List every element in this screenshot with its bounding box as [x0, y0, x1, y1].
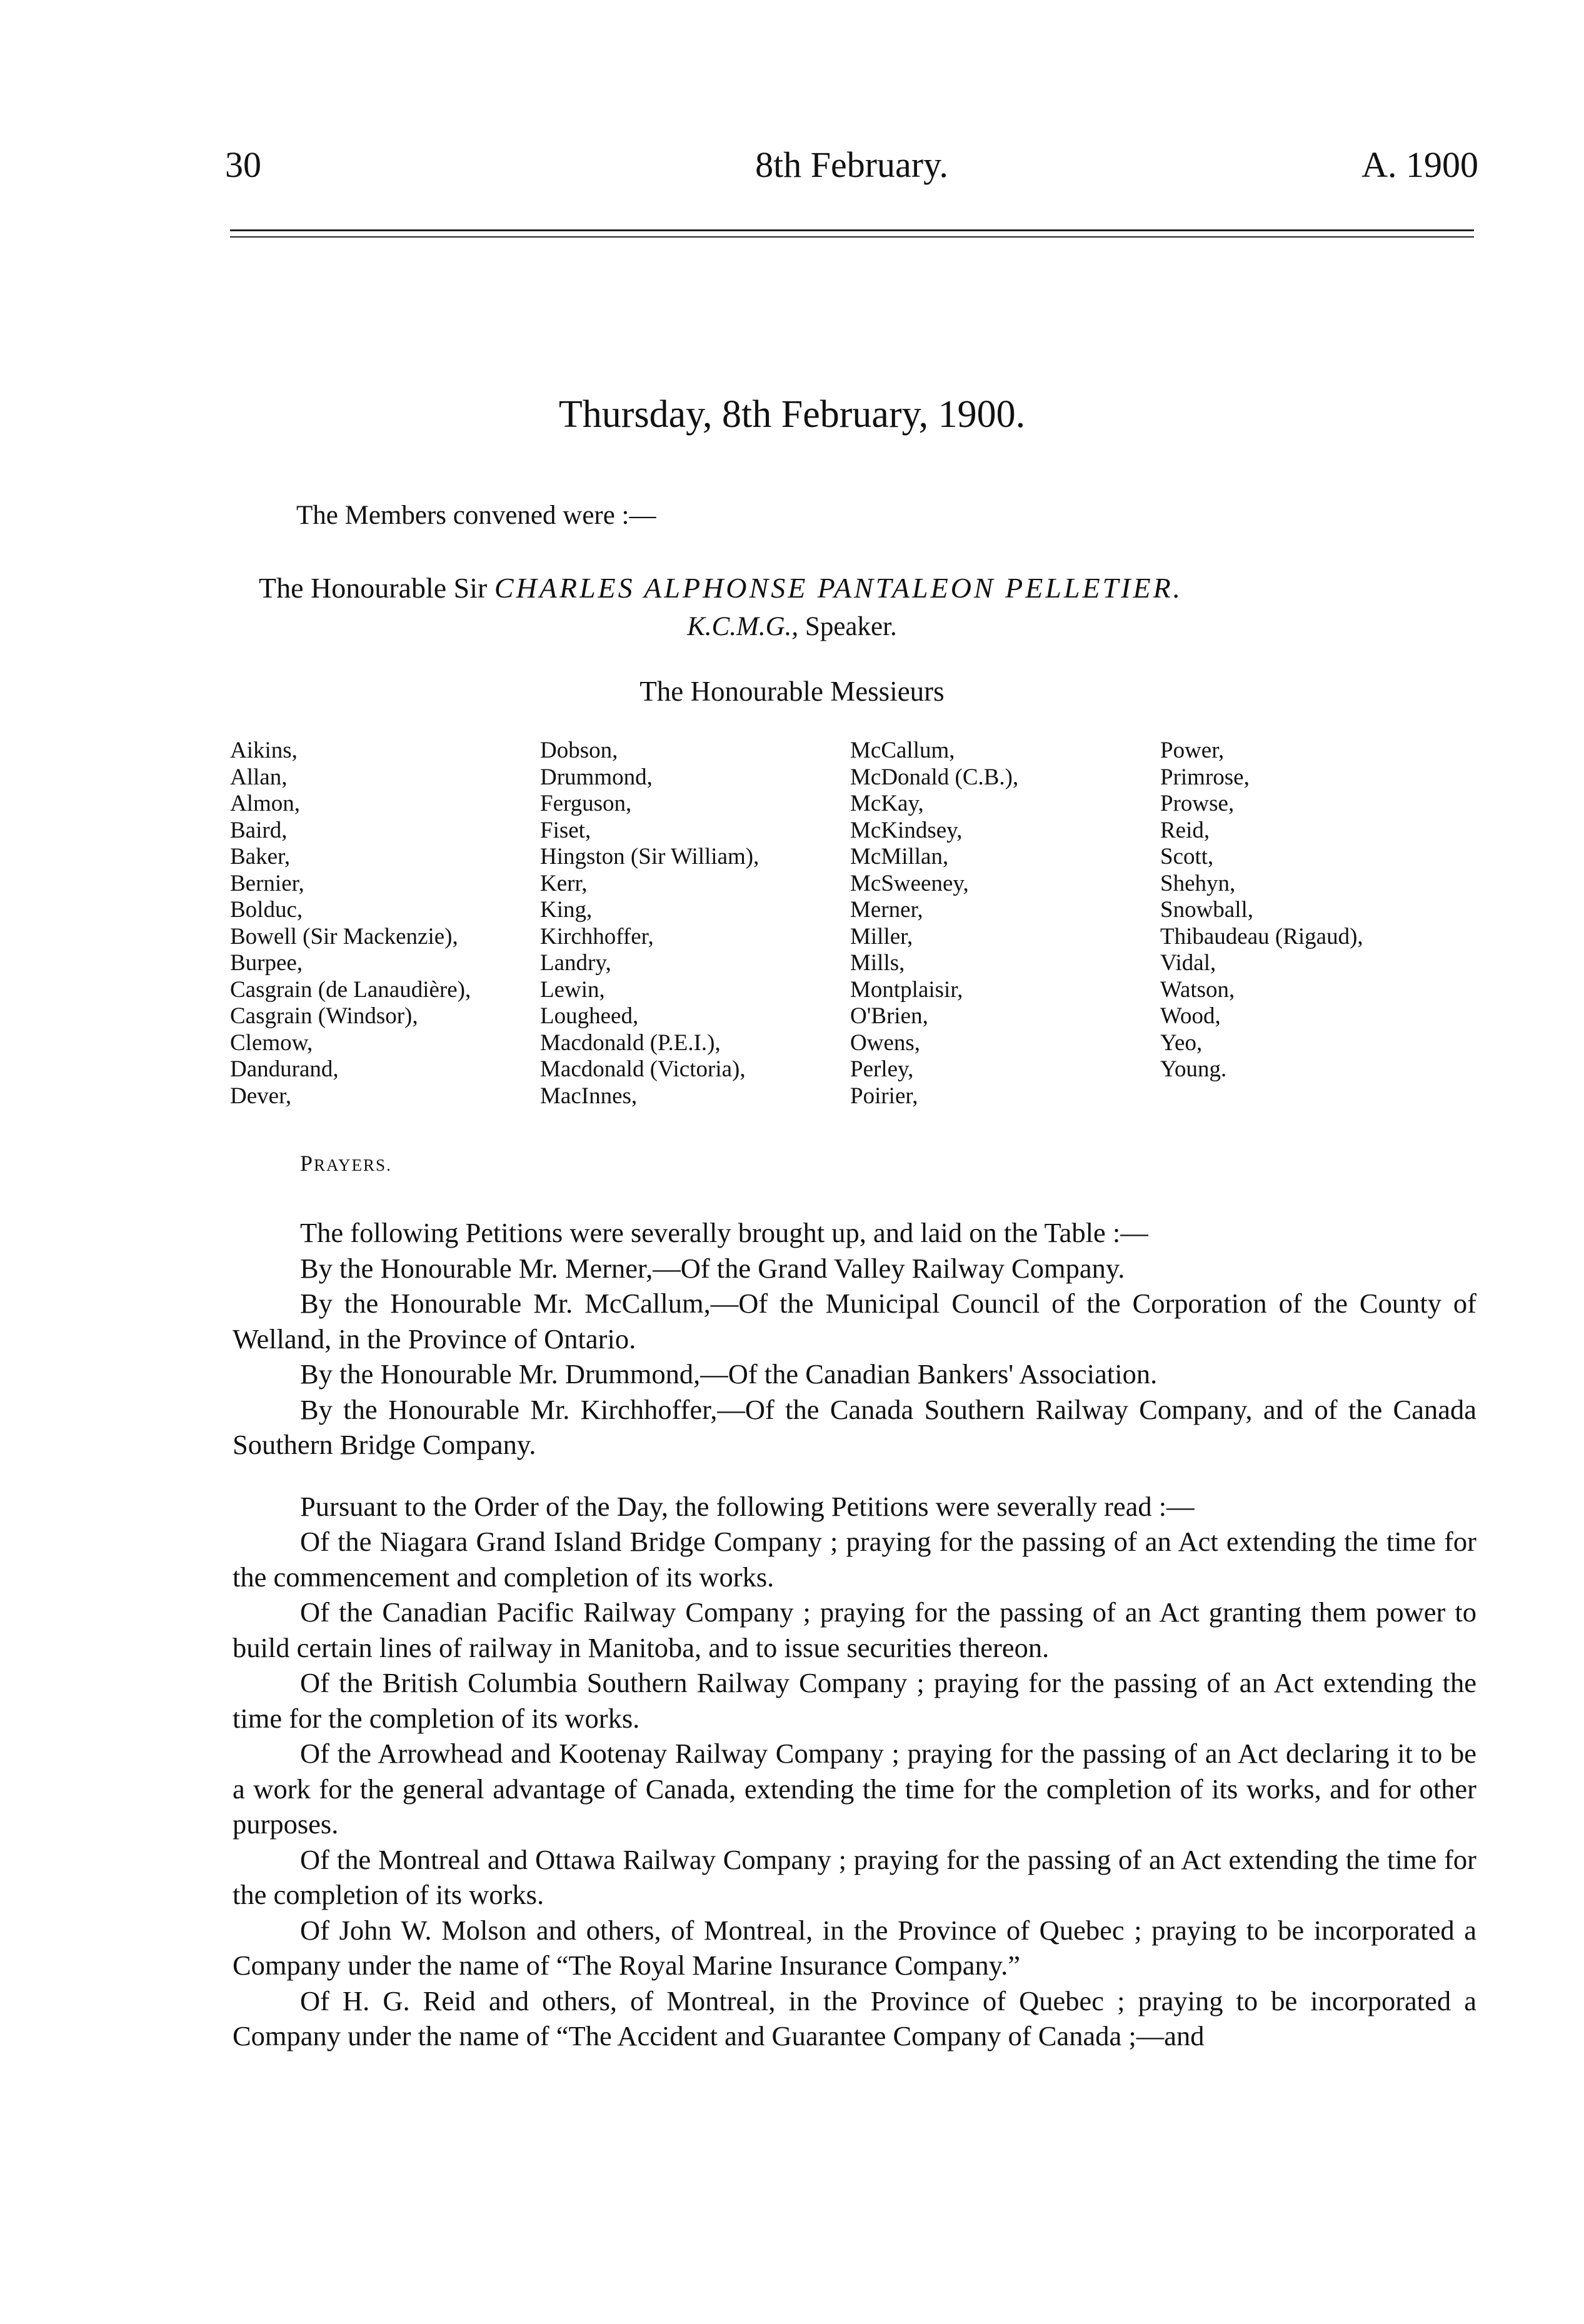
paragraph: By the Honourable Mr. Merner,—Of the Grand Valley Railway Company.: [300, 1252, 1125, 1284]
member-name: Clemow,: [230, 1029, 313, 1056]
prayers-rest: RAYERS.: [314, 1156, 392, 1175]
member-name: Drummond,: [540, 764, 653, 790]
prayers-heading: [300, 1150, 392, 1176]
member-name: Lewin,: [540, 976, 605, 1003]
speaker-honours: K.C.M.G.,: [687, 612, 799, 641]
member-name: Mills,: [850, 950, 905, 976]
paragraph: By the Honourable Mr. McCallum,—Of the Municipal Council of the Corporation of the County of Welland, in the Province of Ontario.: [233, 1288, 1476, 1355]
sitting-date-heading: Thursday, 8th February, 1900.: [558, 393, 1026, 436]
member-name: Baird,: [230, 817, 288, 843]
member-name: Power,: [1160, 738, 1225, 763]
member-name: Kerr,: [540, 870, 588, 896]
speaker-title-line: [0, 611, 1584, 642]
paragraph: Of the Canadian Pacific Railway Company ; praying for the passing of an Act granting them power to build certain lines of railway in Manitoba, and to issue securities thereon.: [233, 1596, 1476, 1663]
member-name: McKay,: [850, 791, 924, 816]
member-name: Vidal,: [1160, 950, 1216, 976]
member-name: Lougheed,: [540, 1003, 639, 1029]
member-name: Watson,: [1160, 976, 1235, 1003]
speaker-title: Speaker.: [805, 612, 897, 641]
member-name: McDonald (C.B.),: [850, 764, 1019, 790]
member-name: Casgrain (Windsor),: [230, 1003, 418, 1029]
member-name: McSweeney,: [850, 870, 969, 896]
member-name: Bernier,: [230, 870, 304, 896]
member-name: Scott,: [1160, 844, 1214, 869]
page-header: [225, 144, 1478, 200]
member-name: Almon,: [230, 791, 301, 816]
member-name: Aikins,: [230, 738, 298, 763]
header-rule-thin: [230, 236, 1474, 238]
member-name: Hingston (Sir William),: [540, 844, 759, 869]
member-name: Bolduc,: [230, 897, 303, 923]
member-name: Dobson,: [540, 738, 618, 763]
speaker-line: [259, 571, 1478, 604]
member-name: Fiset,: [540, 817, 591, 843]
members-column-1: [230, 738, 471, 1109]
members-column-2: [540, 738, 759, 1109]
member-name: Shehyn,: [1160, 870, 1236, 896]
member-name: Snowball,: [1160, 897, 1254, 923]
paragraph: Of the Niagara Grand Island Bridge Company ; praying for the passing of an Act extending the time for the commencement and completion of its works.: [233, 1526, 1476, 1593]
member-name: O'Brien,: [850, 1003, 928, 1029]
prayers-initial: P: [300, 1151, 314, 1176]
member-name: Dandurand,: [230, 1056, 339, 1082]
speaker-prefix: The Honourable Sir: [259, 572, 488, 604]
member-name: Prowse,: [1160, 791, 1235, 816]
member-name: Dever,: [230, 1083, 292, 1109]
member-name: Merner,: [850, 897, 923, 923]
member-name: Primrose,: [1160, 764, 1250, 790]
proceedings-text: [233, 1215, 1476, 2054]
member-name: McCallum,: [850, 738, 955, 763]
member-name: Young.: [1160, 1056, 1227, 1082]
header-date: 8th February.: [755, 144, 948, 185]
members-column-4: [1160, 738, 1363, 1083]
messieurs-heading: The Honourable Messieurs: [639, 676, 945, 707]
member-name: Ferguson,: [540, 791, 632, 816]
header-rule: [230, 229, 1474, 231]
member-name: McKindsey,: [850, 817, 963, 843]
paragraph: Of the British Columbia Southern Railway Company ; praying for the passing of an Act extending the time for the completion of its works.: [233, 1667, 1476, 1734]
member-name: Montplaisir,: [850, 976, 963, 1003]
member-name: King,: [540, 897, 593, 923]
member-name: Yeo,: [1160, 1029, 1203, 1056]
page-number: 30: [225, 144, 261, 185]
paragraph: Pursuant to the Order of the Day, the following Petitions were severally read :—: [300, 1490, 1195, 1522]
paragraph: Of the Montreal and Ottawa Railway Company ; praying for the passing of an Act extending the time for the completion of its works.: [233, 1843, 1476, 1910]
paragraph: The following Petitions were severally brought up, and laid on the Table :—: [300, 1217, 1148, 1248]
member-name: Baker,: [230, 844, 291, 869]
paragraph: Of the Arrowhead and Kootenay Railway Company ; praying for the passing of an Act declaring it to be a work for the general advantage of Canada, extending the time for the completion of its works, and for other purposes.: [233, 1738, 1476, 1840]
member-name: Miller,: [850, 923, 913, 949]
member-name: Casgrain (de Lanaudière),: [230, 976, 471, 1003]
member-name: Bowell (Sir Mackenzie),: [230, 923, 458, 949]
speaker-name: CHARLES ALPHONSE PANTALEON PELLETIER.: [494, 572, 1183, 604]
member-name: McMillan,: [850, 844, 949, 869]
member-name: Burpee,: [230, 950, 303, 976]
member-name: Allan,: [230, 764, 288, 790]
member-name: Perley,: [850, 1056, 914, 1082]
member-name: Macdonald (P.E.I.),: [540, 1029, 721, 1056]
member-name: Kirchhoffer,: [540, 923, 654, 949]
member-name: Thibaudeau (Rigaud),: [1160, 923, 1363, 949]
paragraph: By the Honourable Mr. Drummond,—Of the Canadian Bankers' Association.: [300, 1358, 1158, 1390]
paragraph: Of John W. Molson and others, of Montreal, in the Province of Quebec ; praying to be incorporated a Company under the name of “The Royal Marine Insurance Company.”: [233, 1914, 1476, 1981]
member-name: MacInnes,: [540, 1083, 638, 1109]
header-year: A. 1900: [1361, 144, 1478, 185]
member-name: Poirier,: [850, 1083, 918, 1109]
member-name: Reid,: [1160, 817, 1210, 843]
members-column-3: [850, 738, 1018, 1109]
member-name: Macdonald (Victoria),: [540, 1056, 746, 1082]
paragraph: Of H. G. Reid and others, of Montreal, in the Province of Quebec ; praying to be incorporated a Company under the name of “The Accident and Guarantee Company of Canada ;—and: [233, 1985, 1476, 2051]
member-name: Landry,: [540, 950, 611, 976]
paragraph: By the Honourable Mr. Kirchhoffer,—Of the Canada Southern Railway Company, and of the Canada Southern Bridge Company.: [233, 1393, 1476, 1460]
members-convened-text: The Members convened were :—: [296, 501, 656, 530]
member-name: Wood,: [1160, 1003, 1221, 1029]
member-name: Owens,: [850, 1029, 921, 1056]
